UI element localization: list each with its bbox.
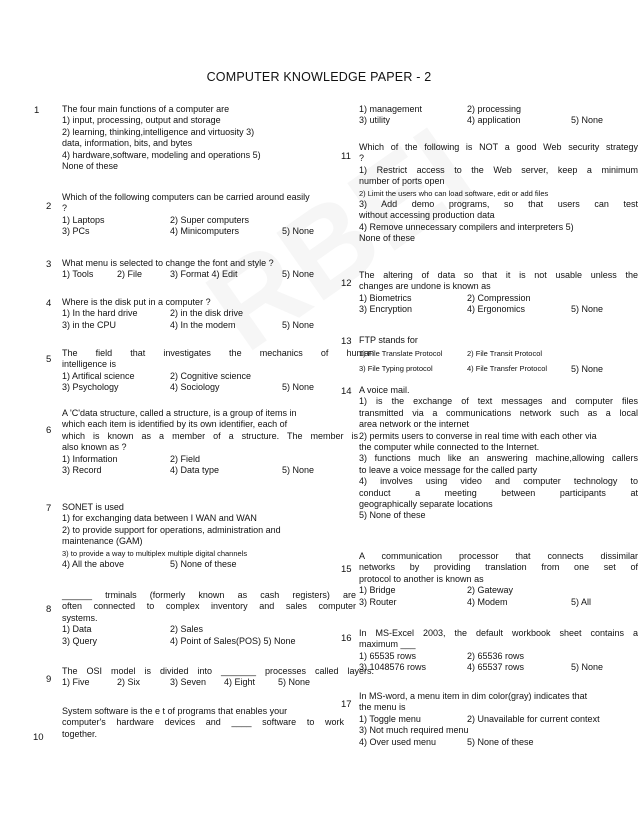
option-line: None of these [359, 233, 416, 244]
option: 1) Tools [62, 269, 94, 280]
option: 2) Field [170, 453, 201, 464]
option-line: 2) Limit the users who can load software, edit or add files [359, 188, 549, 198]
option: 2) File [117, 269, 143, 280]
option-row [359, 364, 638, 375]
option: 5) None of these [467, 736, 534, 747]
question-text: The four main functions of a computer are [62, 104, 230, 114]
question-12 [359, 270, 638, 316]
option-line: to leave a voice message for the called party [359, 464, 538, 475]
question-text: ______ trminals (formerly known as cash registers) are [62, 590, 356, 600]
question-text: A 'C'data structure, called a structure, is a group of items in [62, 408, 297, 418]
option-row [359, 349, 638, 360]
option: 4) Over used menu [359, 736, 437, 747]
question-13 [359, 335, 638, 375]
question-text: Which of the following computers can be carried around easily [62, 192, 310, 202]
option-line: 3) functions much like an answering machine,allowing callers [359, 453, 638, 464]
option: 1) Laptops [62, 214, 105, 225]
question-text: systems. [62, 612, 98, 623]
option-row [359, 115, 634, 126]
option: 1) Information [62, 453, 118, 464]
question-text: Where is the disk put in a computer ? [62, 297, 211, 307]
option-row [62, 226, 342, 237]
option-row [359, 293, 638, 304]
question-text: What menu is selected to change the font and style ? [62, 258, 274, 268]
question-text: which is known as a member of a structure. The member is [62, 430, 358, 441]
option-row [62, 215, 342, 226]
option-line: transmitted via a communications network such as a local [359, 407, 638, 418]
option: 5) None [282, 465, 315, 476]
question-number: 6 [46, 425, 52, 436]
question-14 [359, 385, 638, 522]
question-text: The altering of data so that it is not usable unless the [359, 270, 638, 280]
option: 5) None [282, 382, 315, 393]
option: 2) in the disk drive [170, 308, 244, 319]
option-line: area network or the internet [359, 419, 470, 430]
option: 4) Minicomputers [170, 226, 240, 237]
option-line: 3) Add demo programs, so that users can test [359, 199, 638, 210]
question-text: changes are undone is known as [359, 281, 491, 292]
question-text: computer's hardware devices and ____ software to work [62, 717, 344, 728]
question-number: 14 [341, 386, 352, 397]
option: 3) 1048576 rows [359, 662, 427, 673]
option: 3) Psychology [62, 382, 119, 393]
option-row [359, 585, 638, 596]
option: 1) Artifical science [62, 370, 135, 381]
option: 4) File Transfer Protocol [467, 363, 548, 373]
option: 2) 65536 rows [467, 650, 525, 661]
question-text: maximum ___ [359, 639, 416, 650]
option-line: 4) involves using video and computer technology to [359, 476, 638, 487]
question-number: 11 [341, 151, 351, 162]
option-row [62, 454, 358, 465]
option: 5) None [571, 304, 604, 315]
question-text: together. [62, 728, 98, 739]
option: 1) Toggle menu [359, 713, 421, 724]
question-number: 10 [33, 732, 44, 743]
option-line: 1) input, processing, output and storage [62, 115, 221, 126]
question-text: The field that investigates the mechanics of human [62, 348, 374, 358]
option: 5) None [571, 115, 604, 126]
question-text: ? [359, 153, 365, 164]
question-10 [62, 706, 344, 740]
option: 2) Cognitive science [170, 370, 252, 381]
option-line: conduct a meeting between participants at [359, 487, 638, 498]
option: 2) File Transit Protocol [467, 349, 543, 359]
question-number: 17 [341, 699, 352, 710]
question-number: 3 [46, 259, 52, 270]
option: 2) Six [117, 677, 141, 688]
option: 4) application [467, 115, 521, 126]
question-number: 1 [34, 105, 40, 116]
question-number: 2 [46, 201, 52, 212]
question-text: Which of the following is NOT a good Web security strategy [359, 142, 638, 152]
question-text: protocol to another is known as [359, 573, 484, 584]
option: 3) Seven [170, 677, 207, 688]
option: 5) None [282, 226, 315, 237]
question-number: 9 [46, 674, 52, 685]
option-line: 1) for exchanging data between I WAN and WAN [62, 513, 257, 524]
question-number: 4 [46, 298, 52, 309]
option: 5) None [278, 677, 311, 688]
option: 4) Sociology [170, 382, 220, 393]
option-line: 4) hardware,software, modeling and operations 5) [62, 149, 261, 160]
question-number: 5 [46, 354, 52, 365]
option-row [359, 714, 638, 725]
question-17 [359, 691, 638, 748]
question-9 [62, 666, 374, 689]
question-number: 13 [341, 336, 352, 347]
option: 4) Eight [224, 677, 256, 688]
question-11 [359, 142, 638, 245]
option-row [62, 636, 356, 647]
question-text: The OSI model is divided into _______ processes called layers. [62, 666, 374, 676]
question-text: the menu is [359, 702, 406, 713]
question-text: often connected to complex inventory and sales computer [62, 601, 356, 612]
option-row [359, 737, 638, 748]
question-10-options [359, 104, 634, 127]
option-line: number of ports open [359, 176, 445, 187]
option: 1) File Translate Protocol [359, 349, 443, 359]
option-row [359, 725, 638, 736]
option: 2) Unavailable for current context [467, 713, 600, 724]
question-15 [359, 551, 638, 608]
option-row [62, 382, 374, 393]
question-text: FTP stands for [359, 335, 418, 345]
question-16 [359, 628, 638, 674]
option-line: 1) Restrict access to the Web server, keep a minimum [359, 164, 638, 175]
option: 1) 65535 rows [359, 650, 417, 661]
question-text: A voice mail. [359, 385, 410, 395]
option: 3) Router [359, 596, 397, 607]
question-text: which each item is identified by its own identifier, each of [62, 419, 288, 430]
option-row [62, 320, 342, 331]
question-text: In MS-word, a menu item in dim color(gray) indicates that [359, 691, 588, 701]
option-row [359, 597, 638, 608]
option: 1) Data [62, 624, 92, 635]
option: 1) Five [62, 677, 90, 688]
question-7 [62, 502, 342, 570]
option-row [62, 308, 342, 319]
option: 2) Compression [467, 292, 531, 303]
question-text: also known as ? [62, 442, 127, 453]
option: 1) Bridge [359, 585, 396, 596]
option-line: the computer while connected to the Internet. [359, 442, 540, 453]
question-3 [62, 258, 342, 281]
option-line: 1) is the exchange of text messages and computer files [359, 396, 638, 407]
option-line: geographically separate locations [359, 499, 493, 510]
option: 4) Data type [170, 465, 220, 476]
option: 5) None [282, 269, 315, 280]
option-row [62, 371, 374, 382]
option: 3) utility [359, 115, 391, 126]
option-row [359, 304, 638, 315]
option: 4) In the modem [170, 319, 236, 330]
question-text: In MS-Excel 2003, the default workbook sheet contains a [359, 628, 638, 638]
option: 3) Not much required menu [359, 725, 469, 736]
option-row [62, 559, 342, 570]
option-line: 2) learning, thinking,intelligence and virtuosity 3) [62, 126, 255, 137]
option-row [62, 465, 358, 476]
question-number: 8 [46, 604, 52, 615]
question-text: intelligence is [62, 359, 117, 370]
option: 5) None of these [170, 559, 237, 570]
option: 4) Point of Sales(POS) 5) None [170, 635, 296, 646]
question-number: 16 [341, 633, 352, 644]
option-line: None of these [62, 161, 119, 172]
page-title: COMPUTER KNOWLEDGE PAPER - 2 [206, 70, 432, 84]
option-row [359, 662, 638, 673]
option: 3) Encryption [359, 304, 413, 315]
option-line: without accessing production data [359, 210, 495, 221]
question-number: 15 [341, 564, 352, 575]
option: 2) Sales [170, 624, 204, 635]
option-row [359, 651, 638, 662]
question-text: A communication processor that connects dissimilar [359, 551, 638, 561]
option: 1) management [359, 104, 423, 114]
question-number: 12 [341, 278, 352, 289]
question-text: System software is the e t of programs that enables your [62, 706, 288, 716]
option: 4) 65537 rows [467, 662, 525, 673]
question-text: ? [62, 203, 68, 214]
option: 3) Record [62, 465, 102, 476]
option: 3) Format 4) Edit [170, 269, 238, 280]
option-line: 5) None of these [359, 510, 426, 521]
question-1 [62, 104, 342, 172]
option-row [62, 269, 342, 280]
option: 4) All the above [62, 559, 125, 570]
question-2 [62, 192, 342, 238]
option-line: 2) to provide support for operations, administration and [62, 524, 281, 535]
option: 5) None [571, 662, 604, 673]
option: 4) Modem [467, 596, 508, 607]
option-line: 2) permits users to converse in real time with each other via [359, 430, 597, 441]
option: 2) Gateway [467, 585, 514, 596]
option: 4) Ergonomics [467, 304, 526, 315]
question-number: 7 [46, 503, 52, 514]
option: 3) File Typing protocol [359, 363, 433, 373]
option: 5) None [282, 319, 315, 330]
option-line: maintenance (GAM) [62, 536, 143, 547]
option: 5) None [571, 363, 604, 374]
option: 3) PCs [62, 226, 90, 237]
question-text: networks by providing translation from one set of [359, 562, 638, 573]
question-text: SONET is used [62, 502, 124, 512]
option: 1) In the hard drive [62, 308, 138, 319]
option: 3) in the CPU [62, 319, 117, 330]
question-4 [62, 297, 342, 331]
option-line: data, information, bits, and bytes [62, 138, 193, 149]
option: 1) Biometrics [359, 292, 412, 303]
option-row [62, 624, 356, 635]
option-line: 3) to provide a way to multiplex multiple digital channels [62, 548, 248, 558]
question-5 [62, 348, 374, 394]
option-row [62, 677, 374, 688]
option: 5) All [571, 596, 592, 607]
option-row [359, 104, 634, 115]
option-line: 4) Remove unnecessary compilers and interpreters 5) [359, 221, 574, 232]
question-8 [62, 590, 356, 647]
option: 2) processing [467, 104, 522, 114]
option: 2) Super computers [170, 214, 250, 225]
question-6 [62, 408, 358, 476]
option: 3) Query [62, 635, 98, 646]
